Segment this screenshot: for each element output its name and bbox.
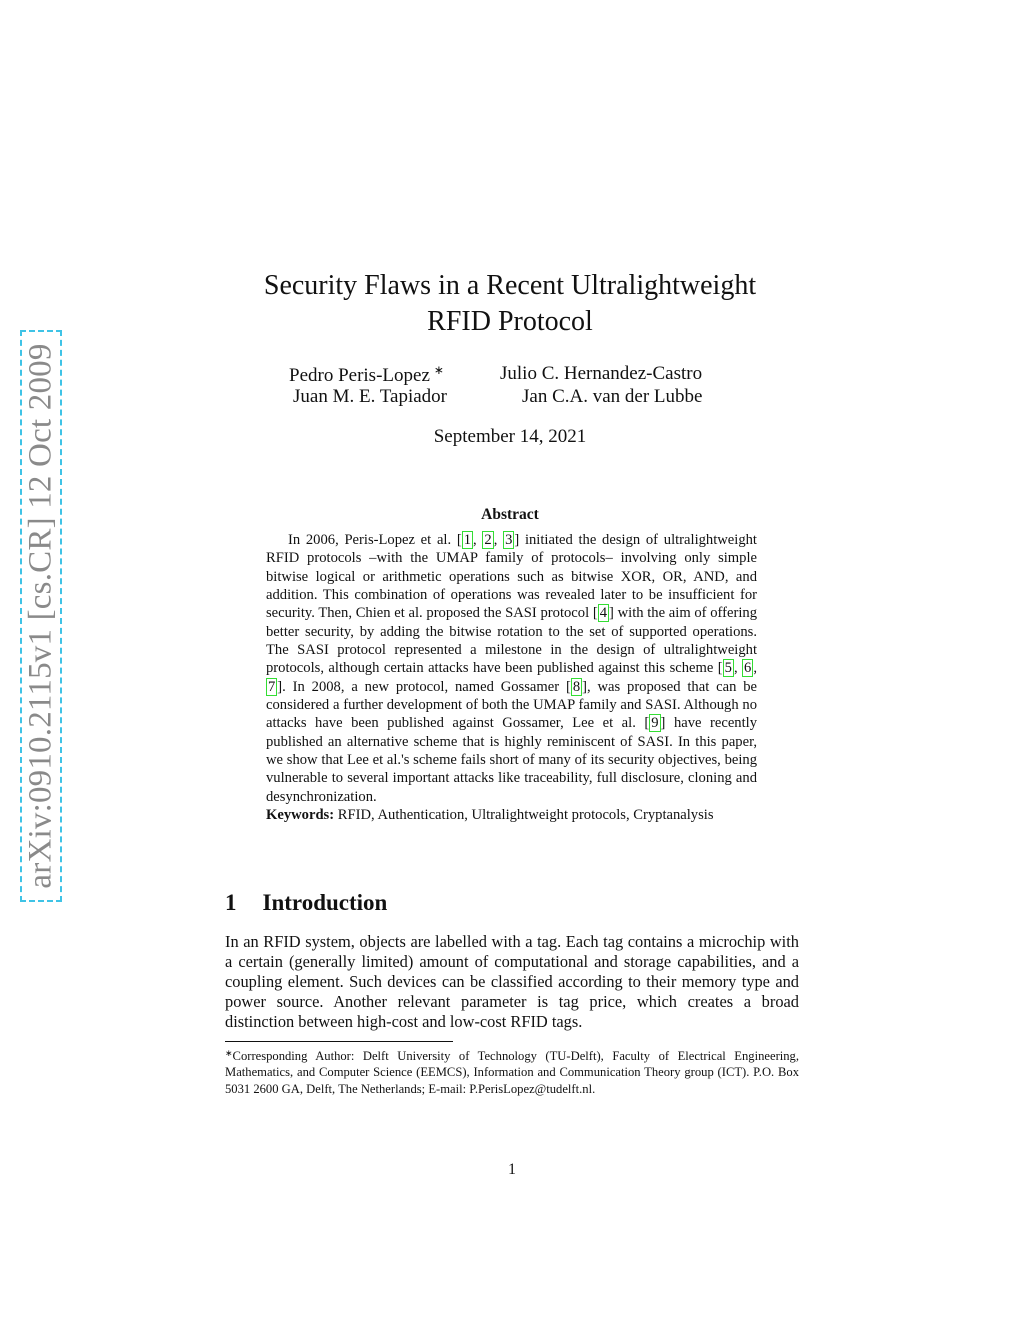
keywords-label: Keywords: xyxy=(266,807,335,824)
section-number: 1 xyxy=(225,890,237,915)
citation-link[interactable]: 2 xyxy=(484,532,492,548)
author-2: Julio C. Hernandez-Castro xyxy=(500,363,703,384)
paper-date: September 14, 2021 xyxy=(433,426,587,447)
footnote-text: Corresponding Author: Delft University of Technology (TU-Delft), Faculty of Electrical Engineering, Mathematics, and Computer Science (EEMCS), Information and Communication Theory group (ICT). P.O. Box 5031 2600 GA, Delft, The Netherlands; E-mail: P.PerisLopez@tudelft.nl. xyxy=(225,1049,799,1096)
keywords-list: RFID, Authentication, Ultralightweight protocols, Cryptanalysis xyxy=(337,807,714,824)
author-4: Jan C.A. van der Lubbe xyxy=(522,386,703,407)
author-footnote-mark[interactable]: ∗ xyxy=(433,363,444,377)
paper-title-line-2: RFID Protocol xyxy=(427,306,593,337)
page-number: 1 xyxy=(508,1161,516,1178)
citation-link[interactable]: 6 xyxy=(744,660,752,677)
author-3: Juan M. E. Tapiador xyxy=(293,386,447,407)
abstract-paragraph: In 2006, Peris-Lopez et al. [ 1 , 2 , 3 ] initiated the design of ultralightweight RFID protocols –with the UMAP family of protocols– involving only simple bitwise logical or arithmetic operations such as bitwise XOR, OR, AND, and addition. This combination of operations was revealed later to be insufficient for security. Then, Chien et al. proposed the SASI protocol [ 4 ] with the aim of offering better security, by adding the bitwise rotation to the set of supported operations. The SASI protocol represented a milestone in the design of ultralightweight protocols, although certain attacks have been published against this scheme [ 5 , 6 , 7 ]. In 2008, a new protocol, named Gossamer [ 8 ], was proposed that can be considered a further development of both the UMAP family and SASI. Although no attacks have been published against Gossamer, Lee et al. [ 9 ] have recently published an alternative scheme that is highly reminiscent of SASI. In this paper, we show that Lee et al.'s scheme fails short of many of its security objectives, being vulnerable to several important attacks like traceability, full disclosure, cloning and desynchronization. xyxy=(266,532,757,805)
keywords xyxy=(266,806,757,824)
citation-link[interactable]: 9 xyxy=(651,715,659,732)
abstract-heading: Abstract xyxy=(481,506,539,523)
arxiv-identifier: arXiv:0910.2115v1 [cs.CR] 12 Oct 2009 xyxy=(22,343,59,889)
author-1 xyxy=(289,363,444,387)
citation-link[interactable]: 8 xyxy=(572,678,581,695)
arxiv-side-stamp xyxy=(20,330,62,902)
abstract-text: , was proposed that can be considered a further development of both the UMAP family and SASI. Although no attacks have been published against Gossamer, Lee et al. xyxy=(266,678,757,732)
citation-link[interactable]: 5 xyxy=(724,660,732,677)
abstract-text: have recently published an alternative scheme that is highly reminiscent of SASI. In this paper, we show that Lee et al.'s scheme fails short of many of its security objectives, being vulnerable to several important attacks like traceability, full disclosure, cloning and desynchronization. xyxy=(266,715,757,805)
citation-link[interactable]: 1 xyxy=(463,532,472,548)
paper-title-line-1: Security Flaws in a Recent Ultralightweight xyxy=(263,270,757,301)
citation-link[interactable]: 3 xyxy=(505,532,513,548)
citation-link[interactable]: 7 xyxy=(268,678,276,695)
abstract-text: In 2008, a new protocol, named Gossamer xyxy=(292,678,560,695)
section-title: Introduction xyxy=(262,890,388,915)
abstract-body xyxy=(266,531,757,825)
abstract-text: with the aim of offering better security, by adding the bitwise rotation to the set of supported operations. The SASI protocol represented a milestone in the design of ultralightweight protocols, although certain attacks have been published against this scheme xyxy=(266,605,757,677)
abstract-text: initiated the design of ultralightweight RFID protocols –with the UMAP family of protocols– involving only simple bitwise logical or arithmetic operations such as bitwise XOR, OR, AND, and addition. This combination of operations was revealed later to be insufficient for security. Then, Chien et al. proposed the SASI protocol xyxy=(266,532,757,622)
footnote-mark: ∗ xyxy=(225,1048,233,1058)
footnote-divider xyxy=(225,1041,453,1042)
introduction-paragraph: In an RFID system, objects are labelled with a tag. Each tag contains a microchip with a certain (generally limited) amount of computational and storage capabilities, and a coupling element. Such devices can be classified according to their memory type and power source. Another relevant parameter is tag price, which creates a broad distinction between high-cost and low-cost RFID tags. xyxy=(225,932,799,1031)
author-name: Pedro Peris-Lopez xyxy=(289,365,430,386)
footnote xyxy=(225,1045,799,1097)
section-heading xyxy=(225,890,387,916)
abstract-text: In 2006, Peris-Lopez et al. xyxy=(288,532,452,548)
citation-link[interactable]: 4 xyxy=(599,605,608,622)
